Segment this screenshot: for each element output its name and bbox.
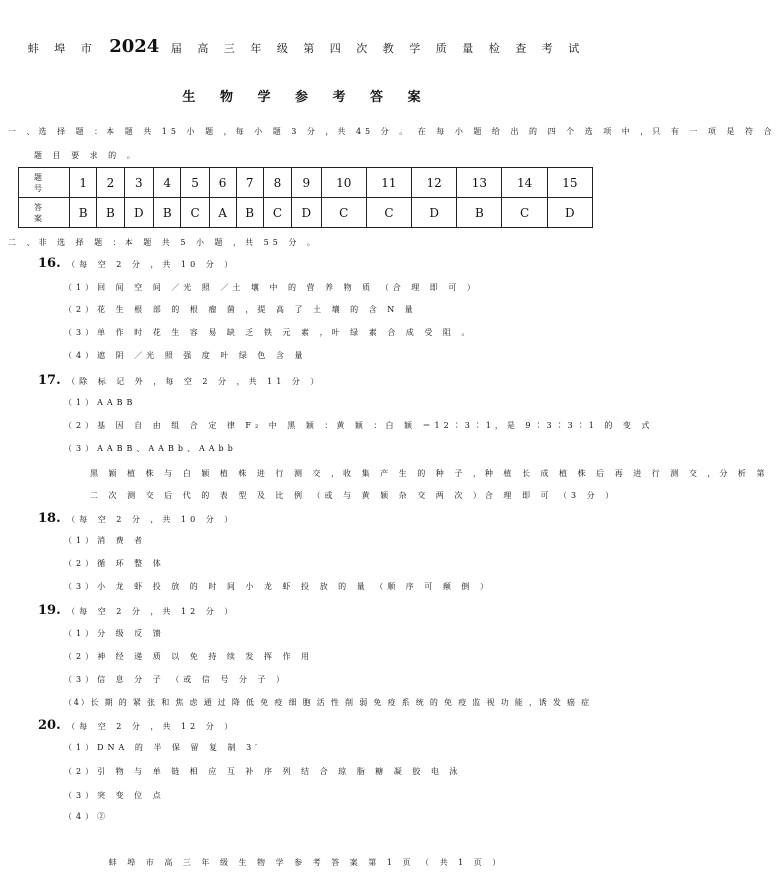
q16-answer-3: （3）单 作 时 花 生 容 易 缺 乏 铁 元 素 ，叶 绿 素 合 成 受 阻 。	[64, 328, 474, 337]
q17-answer-2: （2）基 因 自 由 组 合 定 律 F₂ 中 黑 颖 ：黄 颖 ：白 颖 ＝12∶3∶1，是 9∶3∶3∶1 的 变 式	[64, 421, 654, 430]
q16-answer-2: （2）花 生 根 部 的 根 瘤 菌 ，提 高 了 土 壤 的 含 N 量	[64, 305, 417, 314]
q17-answer-3-detail: 黑 颖 植 株 与 白 颖 植 株 进 行 测 交 ，收 集 产 生 的 种 子 ，种 植 长 成 植 株 后 再 进 行 测 交 ，分 析 第	[90, 469, 769, 478]
question-number: 10	[321, 168, 366, 198]
answer-cell: B	[97, 198, 124, 228]
answer-cell: C	[502, 198, 547, 228]
q17-note: （除 标 记 外 ，每 空 2 分 ，共 11 分 ）	[67, 377, 323, 386]
q20-answer-4: （4）②	[64, 812, 110, 821]
q16-note: （每 空 2 分 ，共 10 分 ）	[67, 260, 237, 269]
section1-intro-cont: 题 目 要 求 的 。	[34, 151, 139, 160]
question-number: 11	[366, 168, 411, 198]
section2-intro: 二 、非 选 择 题 ：本 题 共 5 小 题 ，共 55 分 。	[8, 238, 319, 247]
q19-note: （每 空 2 分 ，共 12 分 ）	[67, 607, 237, 616]
question-number: 1	[70, 168, 97, 198]
answer-cell: D	[292, 198, 322, 228]
answer-cell: B	[457, 198, 502, 228]
answer-cell: A	[209, 198, 236, 228]
question-number: 15	[547, 168, 592, 198]
section1-intro: 一 、选 择 题 ：本 题 共 15 小 题 ，每 小 题 3 分 ，共 45 分 。 在 每 小 题 给 出 的 四 个 选 项 中 ，只 有 一 项 是 符 合	[8, 127, 776, 136]
q19-answer-3: （3）信 息 分 子 （或 信 号 分 子 ）	[64, 675, 288, 684]
q17-answer-3: （3）AABB、AABb、AAbb	[64, 444, 237, 453]
answer-table-number-row	[19, 168, 593, 198]
q19-header	[38, 603, 236, 618]
q18-answer-1: （1）消 费 者	[64, 536, 147, 545]
question-number: 3	[124, 168, 154, 198]
q17-answer-1: （1）AABB	[64, 398, 137, 407]
question-number: 6	[209, 168, 236, 198]
q18-header	[38, 511, 236, 526]
question-number: 7	[236, 168, 263, 198]
answer-cell: C	[321, 198, 366, 228]
q16-answer-1: （1）回 间 空 间 ／光 照 ／土 壤 中 的 营 养 物 质 （合 理 即 可 ）	[64, 283, 479, 292]
q19-answer-4: （4）长 期 的 紧 张 和 焦 虑 通 过 降 低 免 疫 细 胞 活 性 削 弱 免 疫 系 统 的 免 疫 监 视 功 能 ，诱 发 癌 症	[64, 698, 591, 707]
q20-note: （每 空 2 分 ，共 12 分 ）	[67, 722, 237, 731]
q17-number: 17.	[38, 373, 61, 388]
q18-note: （每 空 2 分 ，共 10 分 ）	[67, 515, 237, 524]
q20-header	[38, 718, 236, 733]
answer-table-answer-row	[19, 198, 593, 228]
row-label-number: 题 号	[19, 168, 70, 198]
question-number: 13	[457, 168, 502, 198]
question-number: 14	[502, 168, 547, 198]
q18-answer-3: （3）小 龙 虾 投 放 的 时 间 小 龙 虾 投 放 的 量 （顺 序 可 颠 倒 ）	[64, 582, 492, 591]
q20-answer-1: （1）DNA 的 半 保 留 复 制 3′	[64, 743, 261, 752]
question-number: 12	[412, 168, 457, 198]
answer-cell: C	[263, 198, 291, 228]
q16-answer-4: （4）遮 阴 ／光 照 强 度 叶 绿 色 含 量	[64, 351, 307, 360]
row-label-answer: 答 案	[19, 198, 70, 228]
answer-cell: D	[547, 198, 592, 228]
q17-answer-3-detail-cont: 二 次 测 交 后 代 的 表 型 及 比 例 （或 与 黄 颖 杂 交 两 次 ）合 理 即 可 （3 分 ）	[90, 491, 618, 500]
page-footer: 蚌 埠 市 高 三 年 级 生 物 学 参 考 答 案 第 1 页 （ 共 1 页 ）	[108, 858, 505, 867]
exam-year: 2024	[109, 36, 160, 57]
exam-name: 届 高 三 年 级 第 四 次 教 学 质 量 检 查 考 试	[170, 42, 586, 55]
answer-cell: D	[412, 198, 457, 228]
answer-cell: B	[154, 198, 181, 228]
q18-number: 18.	[38, 511, 61, 526]
question-number: 8	[263, 168, 291, 198]
q18-answer-2: （2）循 环 整 体	[64, 559, 165, 568]
q20-number: 20.	[38, 718, 61, 733]
question-number: 5	[181, 168, 209, 198]
q16-number: 16.	[38, 256, 61, 271]
answer-cell: D	[124, 198, 154, 228]
question-number: 4	[154, 168, 181, 198]
answer-cell: C	[366, 198, 411, 228]
q17-header	[38, 373, 322, 388]
answer-cell: B	[236, 198, 263, 228]
q19-answer-1: （1）分 级 反 馈	[64, 629, 165, 638]
answer-table	[18, 167, 593, 228]
subject-title: 生 物 学 参 考 答 案	[182, 90, 431, 105]
q20-answer-2: （2）引 物 与 单 链 相 应 互 补 序 列 结 合 琼 脂 糖 凝 胶 电 泳	[64, 767, 462, 776]
answer-cell: B	[70, 198, 97, 228]
question-number: 9	[292, 168, 322, 198]
q20-answer-3: （3）突 变 位 点	[64, 791, 165, 800]
q19-answer-2: （2）神 经 递 质 以 免 持 续 发 挥 作 用	[64, 652, 314, 661]
exam-title	[0, 36, 613, 57]
q16-header	[38, 256, 236, 271]
q19-number: 19.	[38, 603, 61, 618]
answer-cell: C	[181, 198, 209, 228]
question-number: 2	[97, 168, 124, 198]
exam-city: 蚌 埠 市	[27, 42, 98, 55]
